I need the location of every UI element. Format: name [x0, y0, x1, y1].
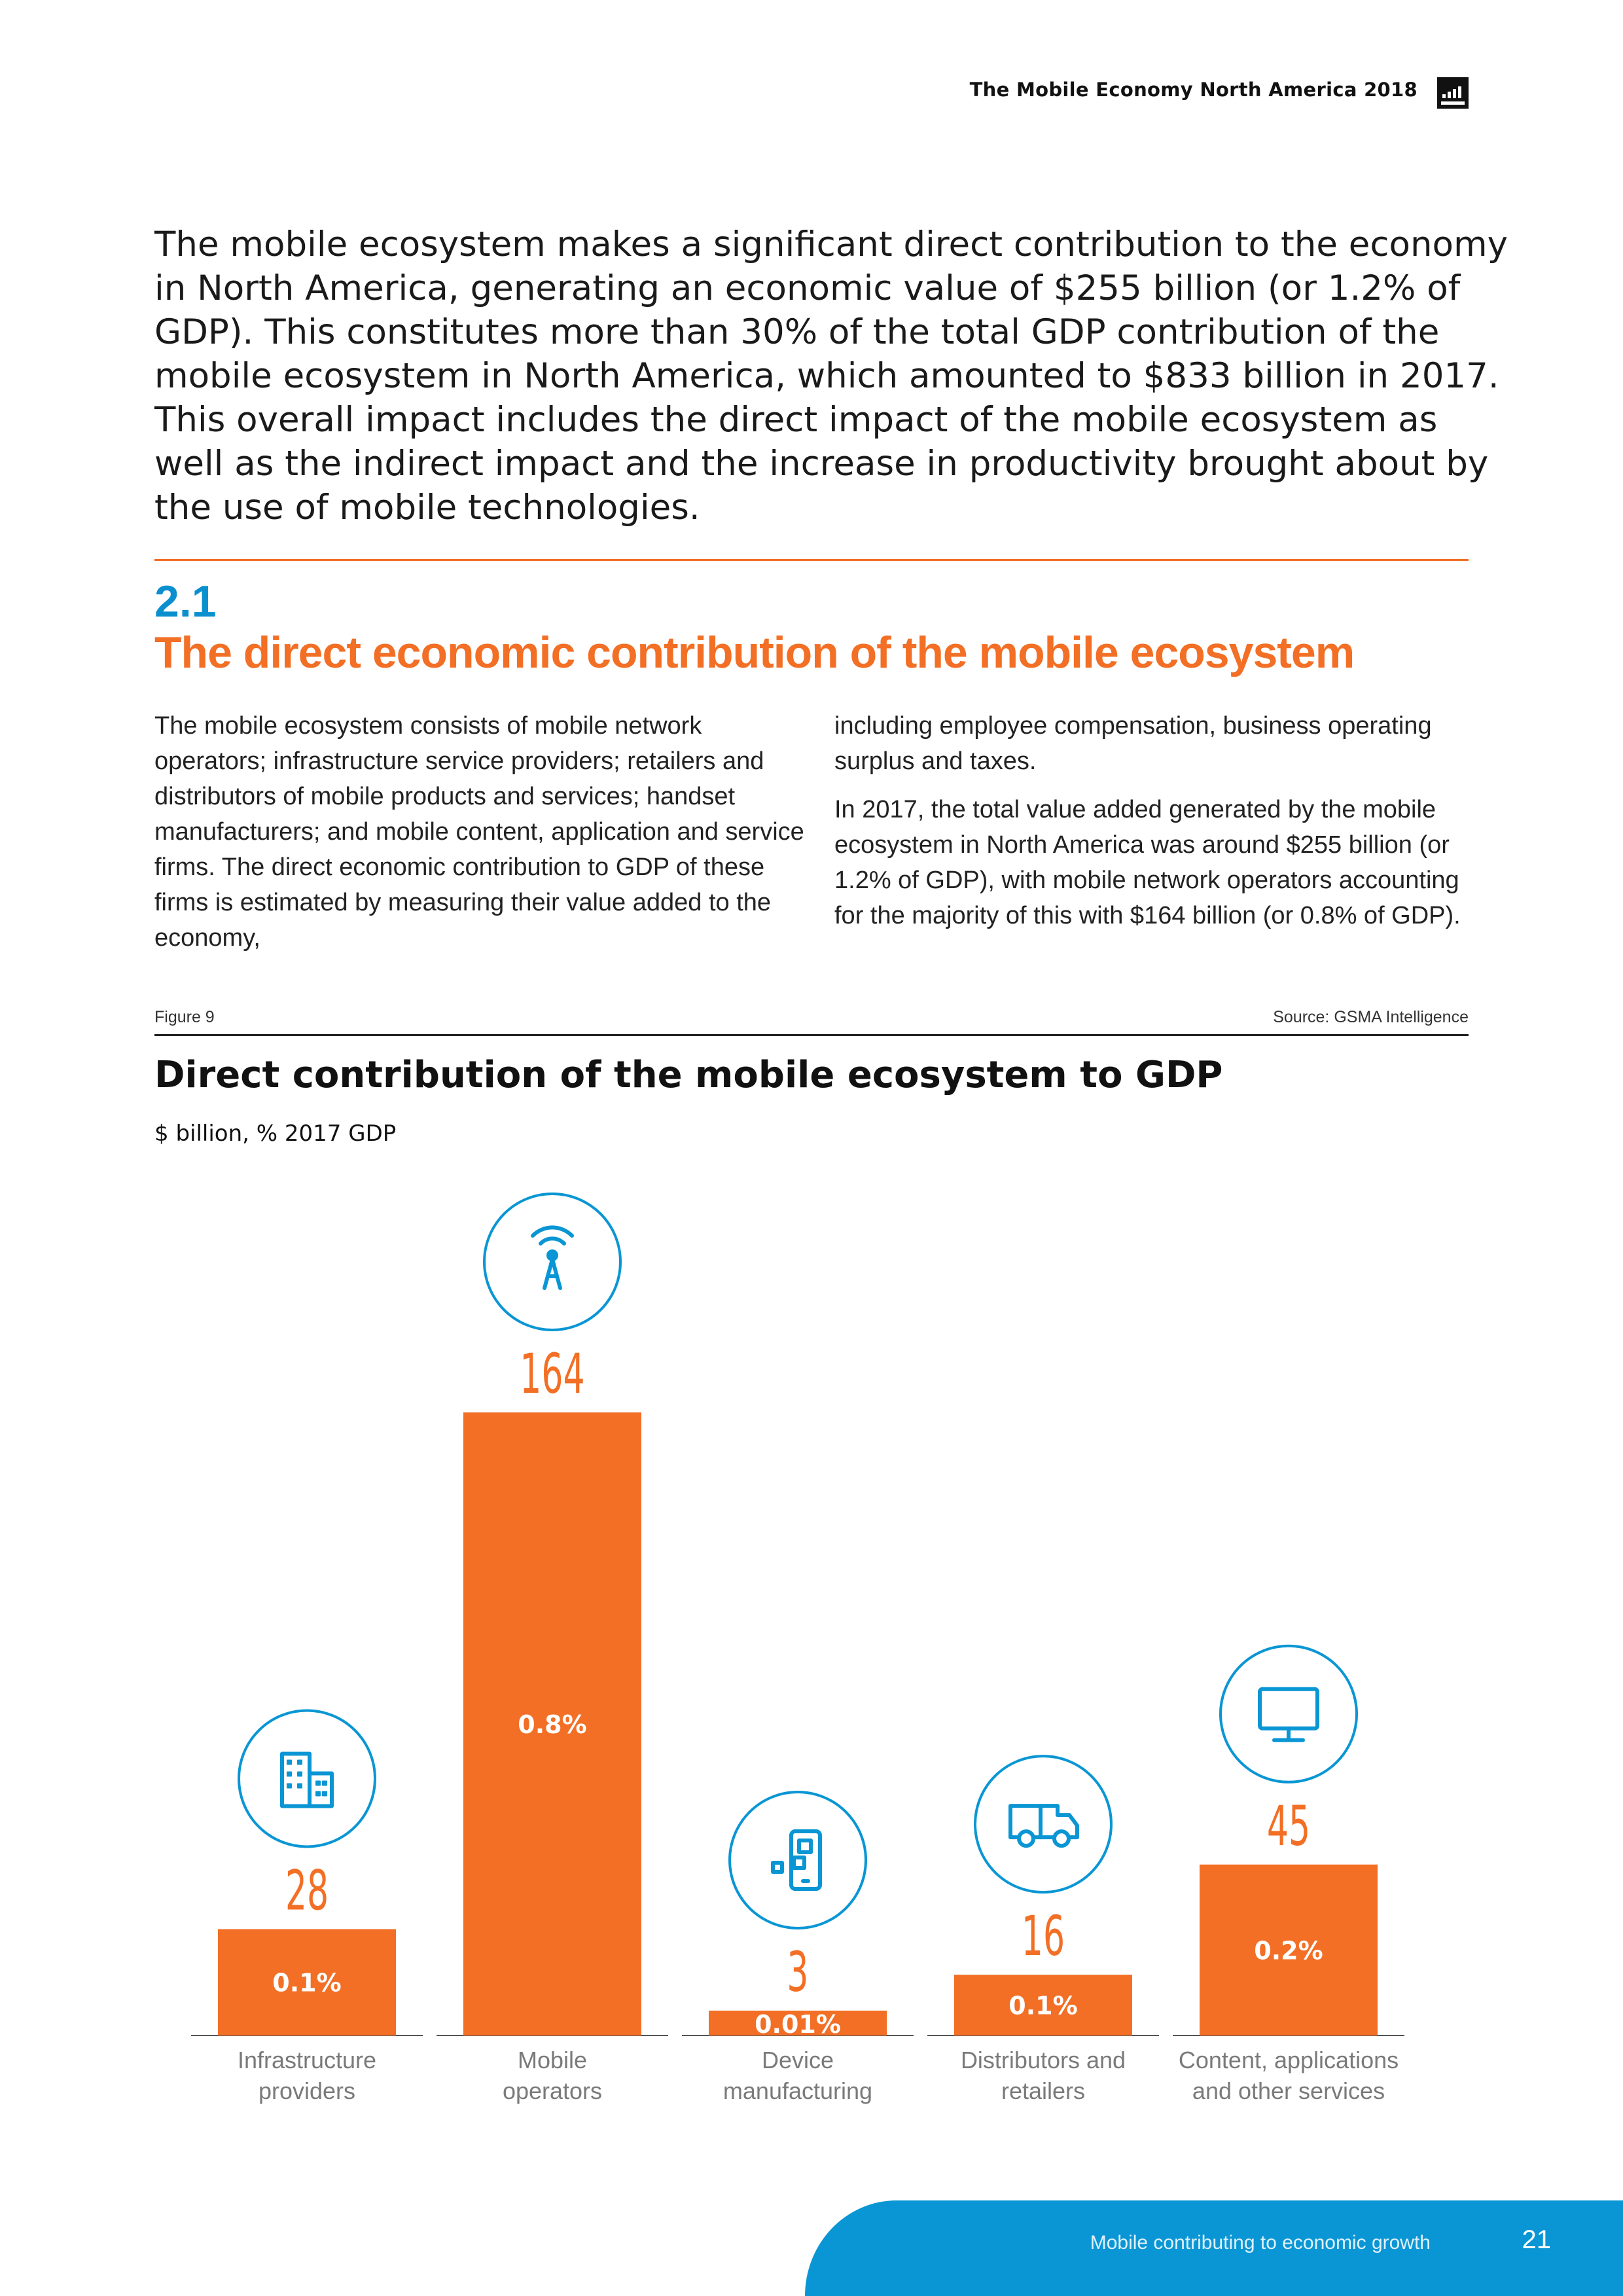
section-title: The direct economic contribution of the mobile ecosystem — [154, 628, 1355, 677]
header-title: The Mobile Economy North America 2018 — [969, 79, 1418, 101]
category-label: manufacturing — [722, 2077, 873, 2104]
truck-icon — [975, 1756, 1111, 1892]
bar-value-label: 28 — [285, 1859, 329, 1923]
bar-value-label: 164 — [520, 1342, 585, 1407]
bar-value-label: 16 — [1021, 1905, 1065, 1969]
bar-pct-label: 0.1% — [1008, 1991, 1078, 2020]
chart-subtitle: $ billion, % 2017 GDP — [154, 1121, 397, 1147]
figure-label: Figure 9 — [154, 1008, 215, 1026]
body-paragraph: The mobile ecosystem consists of mobile network operators; infrastructure service providers; retailers and distributors of mobile products and services; handset manufacturers; and mobile content, application and service firms. The direct economic contribution to GDP of these firms is estimated by measuring their value added to the economy, — [154, 712, 804, 952]
bar-value-label: 3 — [787, 1941, 809, 2005]
page-number: 21 — [1522, 2225, 1551, 2254]
bar-pct-label: 0.1% — [272, 1968, 342, 1998]
category-label: and other services — [1192, 2077, 1385, 2104]
monitor-icon — [1221, 1646, 1357, 1782]
building-icon — [239, 1710, 375, 1846]
category-label: Content, applications — [1178, 2047, 1399, 2073]
category-label: operators — [502, 2077, 603, 2104]
category-label: Distributors and — [960, 2047, 1126, 2073]
category-label: Device — [761, 2047, 834, 2073]
bar-pct-label: 0.8% — [518, 1710, 587, 1739]
section-number: 2.1 — [154, 577, 217, 626]
intro-paragraph: The mobile ecosystem makes a significant direct contribution to the economy in North America, generating an economic value of $255 billion (or 1.2% of GDP). This constitutes more than 30% of the total GDP contribution of the mobile ecosystem in North America, which amounted to $833 billion in 2017. This overall impact includes the direct impact of the mobile ecosystem as well as the indirect impact and the increase in productivity brought about by the use of mobile technologies. — [154, 224, 1508, 528]
category-label: Mobile — [517, 2047, 588, 2073]
bar-pct-label: 0.2% — [1254, 1936, 1323, 1965]
footer-text: Mobile contributing to economic growth — [1090, 2232, 1431, 2253]
chart-title: Direct contribution of the mobile ecosystem to GDP — [154, 1054, 1223, 1096]
category-label: Infrastructure — [237, 2047, 377, 2073]
device-icon — [730, 1792, 866, 1928]
category-label: retailers — [1001, 2077, 1086, 2104]
bar-pct-label: 0.01% — [755, 2010, 841, 2039]
category-label: providers — [258, 2077, 356, 2104]
body-paragraph: including employee compensation, business operating surplus and taxes. — [834, 712, 1432, 775]
body-paragraph: In 2017, the total value added generated by the mobile ecosystem in North America was around $255 billion (or 1.2% of GDP), with mobile network operators accounting for the majority of this with $164 billion (or 0.8% of GDP). — [834, 796, 1461, 929]
figure-source: Source: GSMA Intelligence — [1273, 1008, 1469, 1026]
antenna-icon — [484, 1194, 620, 1330]
bar-value-label: 45 — [1266, 1794, 1311, 1859]
